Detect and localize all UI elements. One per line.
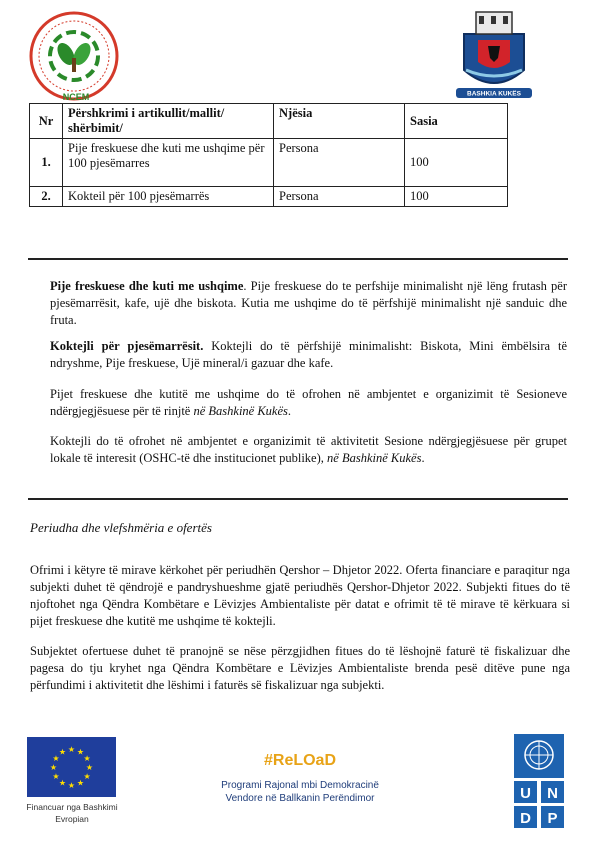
eu-star-icon: ★ [76, 747, 85, 757]
items-table [29, 103, 508, 207]
eu-star-icon: ★ [67, 781, 76, 790]
eu-star-icon: ★ [49, 763, 58, 772]
spec-cocktail-text: Koktejli do të përfshijë minimalisht: Biskota, Mini ëmbëlsira të ndryshme, Pije freskuese, Ujë mineral/i gazuar dhe kafe. [50, 339, 567, 370]
undp-logo [514, 734, 564, 828]
row-qty: 100 [405, 187, 508, 207]
reload-line-2: Vendore në Ballkanin Perëndimor [225, 793, 375, 804]
spec-location-cocktail [50, 433, 567, 467]
location-text: Pijet freskuese dhe kutitë me ushqime do të ofrohen në ambjentet e organizimit të Sesioneve ndërgjegjësuese për të rinjtë [50, 387, 567, 418]
spec-cocktail-title: Koktejli për pjesëmarrësit. [50, 339, 204, 353]
header-description: Përshkrimi i artikullit/mallit/ shërbimit/ [63, 104, 274, 139]
location-italic: në Bashkinë Kukës [193, 404, 288, 418]
eu-star-icon: ★ [83, 754, 91, 763]
table-row [30, 187, 508, 207]
divider-top [28, 258, 568, 260]
eu-star-icon: ★ [52, 754, 60, 763]
row-qty: 100 [405, 139, 508, 187]
eu-star-icon: ★ [76, 778, 85, 788]
spec-refreshments-text: . Pije freskuese do te perfshije minimalisht një lëng frutash për pjesëmarrësit, kafe, ujë dhe biskota. Kutia me ushqime do të përfshijë minimalisht një sanduic dhe fruta. [50, 279, 567, 327]
header-unit: Njësia [274, 104, 405, 139]
spec-location-refreshments [50, 386, 567, 420]
undp-letter-p: P [547, 810, 558, 827]
kukes-banner-text: BASHKIA KUKËS [467, 90, 521, 98]
table-header-row [30, 104, 508, 139]
location-end: . [287, 404, 292, 418]
row-description: Pije freskuese dhe kuti me ushqime për 100 pjesëmarres [63, 139, 274, 187]
spec-refreshments [50, 278, 567, 329]
row-nr: 1. [30, 139, 63, 187]
location-italic: në Bashkinë Kukës [327, 451, 422, 465]
reload-line-1: Programi Rajonal mbi Demokracinë [221, 780, 379, 791]
header-qty: Sasia [405, 104, 508, 139]
eu-star-icon: ★ [67, 745, 76, 754]
eu-star-icon: ★ [58, 778, 67, 788]
eu-star-icon: ★ [83, 772, 91, 781]
validity-paragraph: Ofrimi i këtyre të mirave kërkohet për periudhën Qershor – Dhjetor 2022. Oferta financiare e paraqitur nga subjekti duhet të qëndrojë e pandryshueshme gjatë periudhës Qershor-Dhjetor 2022. Subjekti fitues do të njoftohet nga Qëndra Kombëtare e Lëvizjes Ambientaliste për datat e ofrimit të të mirave të kërkuara si pijet freskuese dhe kutitë me ushqime të koktejli. [30, 563, 570, 628]
undp-letter-d: D [520, 810, 531, 827]
reload-title: #ReLOaD [263, 752, 337, 769]
location-end: . [421, 451, 425, 465]
undp-letter-u: U [520, 785, 531, 802]
eu-flag-logo [27, 737, 116, 797]
reload-subtitle [185, 779, 415, 805]
eu-star-icon: ★ [85, 763, 94, 772]
section-title: Periudha dhe vlefshmëria e ofertës [30, 520, 212, 535]
divider-bottom [28, 498, 568, 500]
row-description: Kokteil për 100 pjesëmarrës [63, 187, 274, 207]
eu-star-icon: ★ [58, 747, 67, 757]
location-text: Koktejli do të ofrohet në ambjentet e organizimit të aktivitetit Sesione ndërgjegjësuese për grupet lokale të interesit (OSHC-të dhe institucionet publike), [50, 434, 567, 465]
row-unit: Persona [274, 187, 405, 207]
payment-paragraph: Subjektet ofertuese duhet të pranojnë se nëse përzgjidhen fitues do të lëshojnë faturë të fiskalizuar dhe pagesa do tju kryhet nga Qëndra Kombëtare e Lëvizjes Ambientaliste brenda pesë ditëve pune nga përfundimi i aktivitetit dhe lëshimi i faturës së fiskalizuar nga subjekti. [30, 644, 570, 692]
spec-cocktail [50, 338, 567, 372]
eu-caption: Financuar nga Bashkimi Evropian [26, 802, 118, 824]
spec-refreshments-title: Pije freskuese dhe kuti me ushqime [50, 279, 244, 293]
row-nr: 2. [30, 187, 63, 207]
row-unit: Persona [274, 139, 405, 187]
undp-letter-n: N [547, 785, 558, 802]
ncem-logo [28, 10, 120, 102]
table-row [30, 139, 508, 187]
ncem-wordmark: NCEM [62, 92, 90, 102]
kukes-municipality-logo [448, 4, 540, 104]
header-nr: Nr [30, 104, 63, 139]
eu-star-icon: ★ [52, 772, 60, 781]
